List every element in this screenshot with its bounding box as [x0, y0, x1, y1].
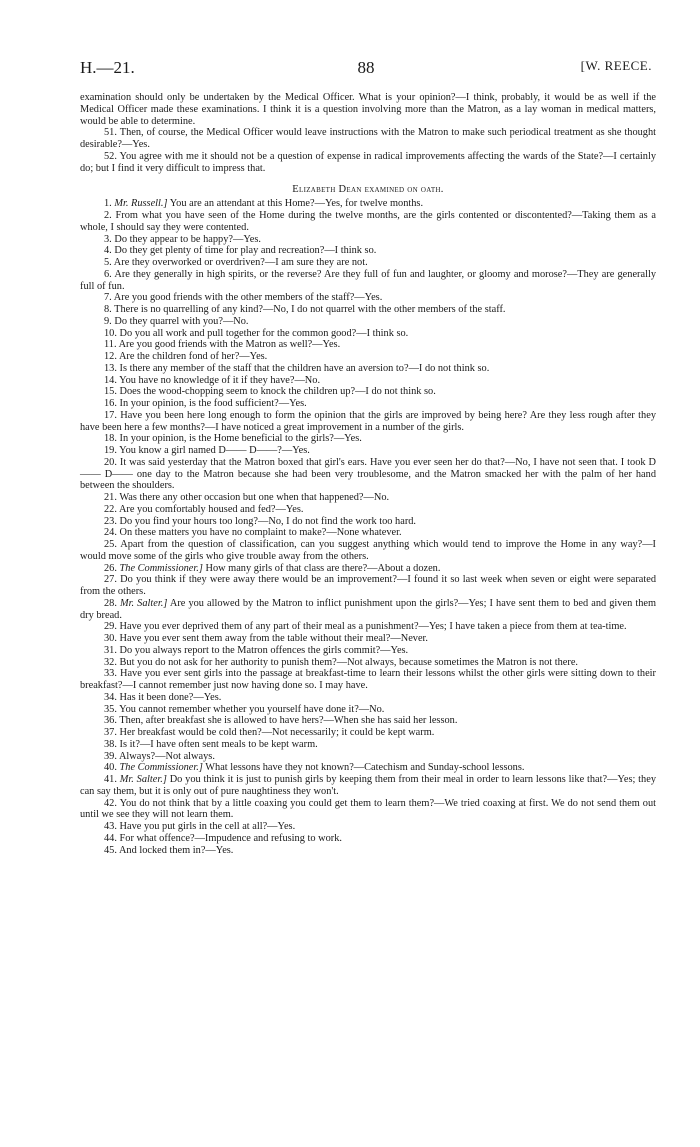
question-paragraph: [80, 328, 656, 340]
question-paragraph: [80, 598, 656, 622]
question-paragraph: [80, 574, 656, 598]
question-paragraph: [80, 762, 656, 774]
speaker-label: Mr. Russell.]: [114, 198, 168, 210]
question-text: You agree with me it should not be a question of expense in radical improvements affecting the wards of the State?—I certainly do; but I find it very difficult to impress that.: [80, 150, 657, 174]
question-text: Do they get plenty of time for play and recreation?—I think so.: [114, 245, 377, 257]
question-number: 29.: [104, 621, 117, 633]
question-text: Are you good friends with the other members of the staff?—Yes.: [113, 292, 383, 304]
question-text: You cannot remember whether you yourself have done it?—No.: [119, 703, 385, 715]
question-text: Is it?—I have often sent meals to be kept warm.: [119, 738, 318, 750]
question-paragraph: [80, 398, 656, 410]
speaker-label: Mr. Salter.]: [120, 597, 168, 609]
question-number: 5.: [104, 257, 112, 268]
question-paragraph: [80, 363, 656, 375]
question-paragraph: [80, 351, 656, 363]
question-text: It was said yesterday that the Matron boxed that girl's ears. Have you ever seen her do that?—No, I have not seen that. I took D—— D—— one day to the Matron because she had been very troublesome, and the Matron smacked her with the palm of her hand between the shoulders.: [80, 456, 656, 492]
question-paragraph: [80, 339, 656, 351]
question-paragraph: [80, 457, 656, 492]
question-text: In your opinion, is the food sufficient?—Yes.: [119, 398, 307, 409]
question-paragraph: [80, 645, 656, 657]
question-text: In your opinion, is the Home beneficial to the girls?—Yes.: [119, 433, 362, 445]
question-text: Was there any other occasion but one when that happened?—No.: [119, 492, 390, 503]
question-text: Are the children fond of her?—Yes.: [118, 351, 268, 362]
page-number: 88: [357, 58, 375, 77]
question-text: Have you put girls in the cell at all?—Yes.: [119, 821, 296, 832]
question-text: On these matters you have no complaint to make?—None whatever.: [119, 527, 402, 539]
question-paragraph: [80, 715, 656, 727]
question-paragraph: [80, 269, 656, 293]
question-number: 12.: [104, 351, 117, 362]
question-text: Her breakfast would be cold then?—Not necessarily; it could be kept warm.: [119, 727, 435, 738]
question-text: Do they appear to be happy?—Yes.: [114, 233, 261, 245]
question-number: 40.: [104, 762, 117, 774]
question-paragraph: [80, 751, 656, 763]
question-paragraph: [80, 692, 656, 704]
question-number: 35.: [104, 703, 117, 715]
question-text: Have you ever sent them away from the table without their meal?—Never.: [119, 633, 429, 644]
question-text: Apart from the question of classification, can you suggest anything which would tend to improve the Home in any way?—I would move some of the girls who give trouble away from the others.: [80, 539, 657, 562]
question-number: 4.: [104, 245, 112, 257]
question-text: Do you think if they were away there would be an improvement?—I found it so last week when seven or eight were separated from the others.: [80, 574, 656, 597]
question-number: 26.: [104, 562, 117, 574]
speaker-label: The Commissioner.]: [119, 562, 203, 574]
question-paragraph: [80, 234, 656, 246]
question-paragraph: [80, 210, 656, 234]
question-paragraph: [80, 739, 656, 751]
question-number: 52.: [104, 150, 117, 162]
question-text: There is no quarrelling of any kind?—No, I do not quarrel with the other members of the staff.: [114, 304, 506, 315]
question-number: 3.: [104, 233, 112, 245]
question-paragraph: [80, 198, 656, 210]
question-text: Are you comfortably housed and fed?—Yes.: [118, 503, 304, 515]
question-number: 20.: [104, 456, 117, 468]
question-number: 8.: [104, 304, 112, 315]
question-paragraph: [80, 151, 656, 175]
running-header: [80, 58, 652, 80]
question-text: Do you all work and pull together for the common good?—I think so.: [119, 327, 409, 339]
question-paragraph: [80, 727, 656, 739]
question-number: 30.: [104, 633, 117, 644]
question-text: Does the wood-chopping seem to knock the children up?—I do not think so.: [119, 386, 436, 398]
question-paragraph: [80, 539, 656, 563]
question-text: Have you been here long enough to form the opinion that the girls are improved by being here? Are they less rough after they have been here a few months?—I have noticed a great improvement in a number of the girls.: [80, 409, 656, 433]
question-text: You are an attendant at this Home?—Yes, for twelve months.: [169, 198, 424, 210]
question-number: 43.: [104, 821, 117, 832]
question-text: Do you think it is just to punish girls by keeping them from their meal in order to learn lessons like that?—Yes; they can say them, but it is only out of pure naughtiness they won't.: [80, 774, 656, 797]
question-number: 51.: [104, 127, 117, 139]
question-paragraph: [80, 245, 656, 257]
question-paragraph: [80, 516, 656, 528]
question-paragraph: [80, 704, 656, 716]
question-number: 14.: [104, 374, 117, 386]
question-text: Always?—Not always.: [118, 750, 215, 762]
question-number: 24.: [104, 527, 117, 539]
question-paragraph: [80, 798, 656, 822]
question-paragraph: [80, 821, 656, 833]
question-text: Do they quarrel with you?—No.: [114, 315, 249, 327]
question-paragraph: [80, 833, 656, 845]
question-text: Do you find your hours too long?—No, I do not find the work too hard.: [119, 515, 417, 527]
question-text: But you do not ask for her authority to punish them?—Not always, because sometimes the Matron is not there.: [119, 656, 579, 668]
witness-reference: [W. REECE.: [580, 58, 652, 73]
question-text: What lessons have they not known?—Catechism and Sunday-school lessons.: [205, 762, 525, 774]
question-number: 2.: [104, 210, 112, 221]
question-number: 32.: [104, 656, 117, 668]
speaker-label: Mr. Salter.]: [119, 774, 167, 785]
question-text: From what you have seen of the Home during the twelve months, are the girls contented or discontented?—Taking them as a whole, I should say they were contented.: [80, 210, 656, 233]
question-number: 10.: [104, 327, 117, 339]
question-paragraph: [80, 527, 656, 539]
question-number: 41.: [104, 774, 117, 785]
question-list: [80, 198, 656, 856]
question-text: Has it been done?—Yes.: [119, 691, 222, 703]
question-number: 38.: [104, 738, 117, 750]
question-text: Then, of course, the Medical Officer would leave instructions with the Matron to make such periodical treatment as she thought desirable?—Yes.: [80, 127, 657, 150]
question-number: 22.: [104, 503, 117, 515]
question-text: Do you always report to the Matron offences the girls commit?—Yes.: [119, 644, 409, 656]
question-number: 25.: [104, 539, 117, 550]
question-paragraph: [80, 127, 656, 151]
question-paragraph: [80, 410, 656, 434]
question-paragraph: [80, 433, 656, 445]
document-reference: H.—21.: [80, 58, 135, 77]
question-number: 23.: [104, 515, 117, 527]
document-body: [80, 92, 656, 856]
question-text: You have no knowledge of it if they have?—No.: [119, 374, 321, 386]
question-paragraph: [80, 492, 656, 504]
question-paragraph: [80, 316, 656, 328]
section-heading: Elizabeth Dean examined on oath.: [292, 184, 444, 196]
question-text: Are they generally in high spirits, or the reverse? Are they full of fun and laughter, or gloomy and morose?—They are generally full of fun.: [80, 268, 656, 292]
question-paragraph: [80, 445, 656, 457]
question-text: Have you ever deprived them of any part of their meal as a punishment?—Yes; I have taken a piece from them at tea-time.: [119, 621, 627, 633]
question-number: 9.: [104, 315, 112, 327]
question-number: 39.: [104, 750, 117, 762]
question-number: 7.: [104, 292, 112, 304]
question-number: 42.: [104, 797, 117, 809]
pre-section-questions: [80, 127, 656, 174]
question-number: 18.: [104, 433, 117, 445]
question-paragraph: [80, 657, 656, 669]
question-paragraph: [80, 845, 656, 857]
question-text: Is there any member of the staff that the children have an aversion to?—I do not think so.: [119, 362, 490, 374]
question-paragraph: [80, 668, 656, 692]
question-text: And locked them in?—Yes.: [118, 844, 234, 856]
question-text: Have you ever sent girls into the passage at breakfast-time to learn their lessons whilst the other girls were sitting down to their breakfast?—I cannot remember just now having done so. I may have.: [80, 668, 656, 691]
question-number: 13.: [104, 362, 117, 374]
question-text: Then, after breakfast she is allowed to have hers?—When she has said her lesson.: [119, 715, 458, 727]
question-number: 28.: [104, 597, 117, 609]
question-text: Are you good friends with the Matron as well?—Yes.: [118, 339, 341, 351]
question-number: 16.: [104, 398, 117, 409]
question-number: 27.: [104, 574, 117, 586]
question-number: 37.: [104, 727, 117, 738]
question-paragraph: [80, 257, 656, 269]
question-number: 11.: [104, 339, 117, 351]
question-paragraph: [80, 375, 656, 387]
question-number: 34.: [104, 691, 117, 703]
question-number: 33.: [104, 668, 117, 680]
question-text: Are you allowed by the Matron to inflict punishment upon the girls?—Yes; I have sent them to bed and given them dry bread.: [80, 597, 656, 621]
question-number: 31.: [104, 644, 117, 656]
question-text: How many girls of that class are there?—About a dozen.: [205, 562, 441, 574]
question-paragraph: [80, 304, 656, 316]
question-text: You do not think that by a little coaxing you could get them to learn them?—We tried coaxing at first. We do not send them out until we see they will not learn them.: [80, 797, 657, 821]
question-number: 36.: [104, 715, 117, 727]
question-paragraph: [80, 774, 656, 798]
question-text: Are they overworked or overdriven?—I am sure they are not.: [113, 257, 368, 268]
question-number: 6.: [104, 268, 112, 280]
continuation-paragraph: examination should only be undertaken by the Medical Officer. What is your opinion?—I think, probably, it would be as well if the Medical Officer made these examinations. I think it is a question involving more than the Matron, as a lay woman in medical matters, would be able to determine.: [80, 92, 656, 127]
question-number: 1.: [104, 198, 112, 210]
question-number: 15.: [104, 386, 117, 398]
question-number: 45.: [104, 844, 117, 856]
question-number: 17.: [104, 409, 117, 421]
question-number: 19.: [104, 445, 117, 456]
question-number: 21.: [104, 492, 117, 503]
question-paragraph: [80, 386, 656, 398]
question-text: For what offence?—Impudence and refusing to work.: [119, 832, 342, 844]
question-paragraph: [80, 621, 656, 633]
speaker-label: The Commissioner.]: [119, 762, 203, 774]
question-text: You know a girl named D—— D——?—Yes.: [119, 445, 310, 456]
question-paragraph: [80, 292, 656, 304]
question-paragraph: [80, 633, 656, 645]
question-paragraph: [80, 563, 656, 575]
question-number: 44.: [104, 832, 117, 844]
question-paragraph: [80, 504, 656, 516]
